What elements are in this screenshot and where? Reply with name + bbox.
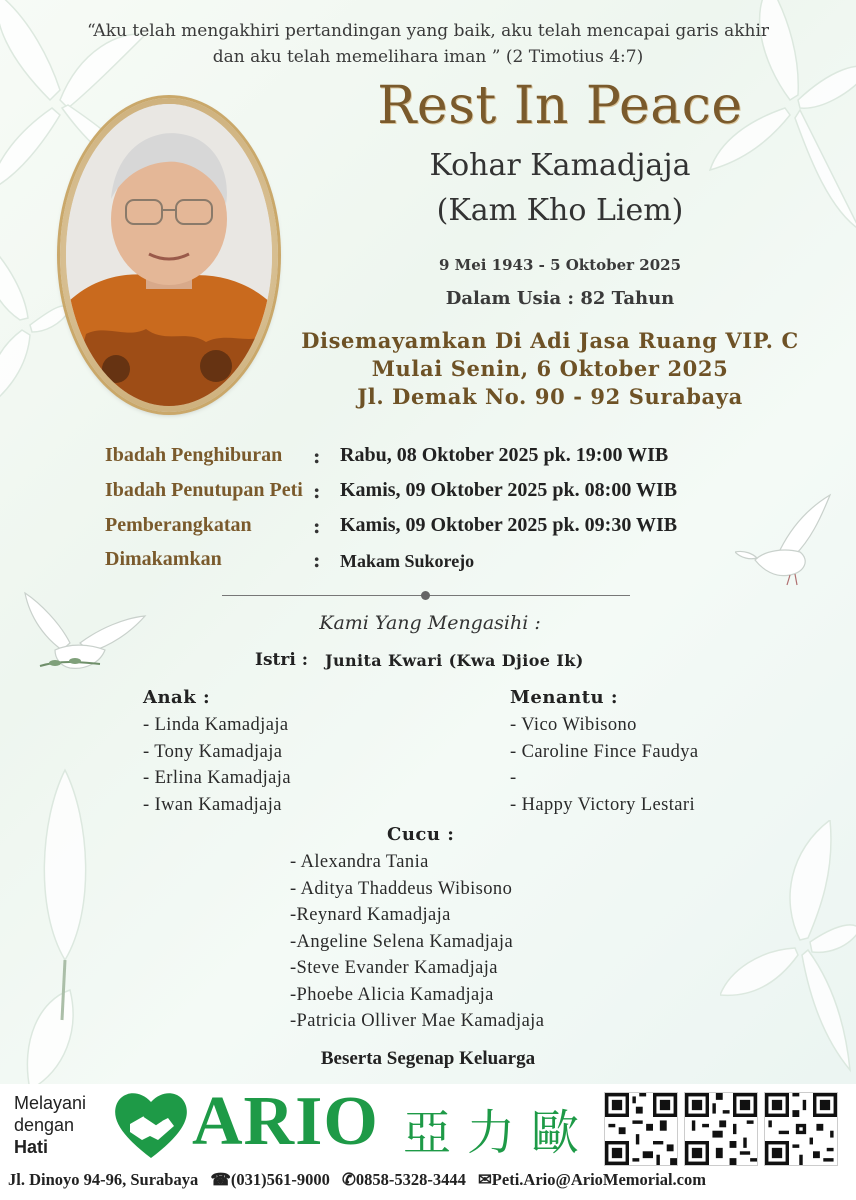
bible-quote (20, 18, 836, 70)
portrait-illustration (66, 104, 272, 406)
quote-line-1: “Aku telah mengakhiri pertandingan yang baik, aku telah mencapai garis akhir (86, 21, 770, 41)
rest-in-peace-title: Rest In Peace (377, 76, 743, 136)
footer-whatsapp[interactable]: ✆0858-5328-3444 (342, 1170, 466, 1189)
list-item: - (510, 768, 517, 788)
list-item: -Phoebe Alicia Kamadjaja (290, 984, 494, 1005)
tagline-line: dengan (14, 1115, 75, 1135)
tagline (14, 1092, 86, 1158)
list-item: - Iwan Kamadjaja (143, 794, 282, 815)
footer-banner (0, 1084, 856, 1200)
children-title: Anak : (143, 687, 211, 708)
lying-in-state-date: Mulai Senin, 6 Oktober 2025 (371, 356, 729, 381)
footer-email[interactable]: ✉Peti.Ario@ArioMemorial.com (477, 1170, 706, 1189)
list-item: - Tony Kamadjaja (143, 741, 283, 762)
footer-address: Jl. Dinoyo 94-96, Surabaya (8, 1170, 199, 1189)
deceased-name: Kohar Kamadjaja (429, 148, 691, 183)
list-item: - Erlina Kamadjaja (143, 768, 291, 788)
schedule-colon: : (313, 479, 321, 503)
grandchildren-title: Cucu : (387, 824, 455, 845)
schedule-value: Kamis, 09 Oktober 2025 pk. 09:30 WIB (340, 514, 678, 536)
in-laws-list (510, 712, 699, 818)
in-laws-title: Menantu : (510, 687, 619, 708)
brand-chinese-text: 亞力歐 (403, 1105, 596, 1161)
closing-line: Beserta Segenap Keluarga (320, 1048, 536, 1069)
list-item: - Aditya Thaddeus Wibisono (290, 878, 513, 899)
schedule-value: Makam Sukorejo (340, 551, 475, 571)
dove-icon-left (20, 588, 150, 688)
schedule-colon: : (313, 548, 321, 572)
tagline-line: Melayani (14, 1093, 87, 1113)
schedule-value: Rabu, 08 Oktober 2025 pk. 19:00 WIB (340, 444, 669, 466)
handshake-heart-logo-icon (112, 1088, 190, 1160)
schedule-colon: : (313, 514, 321, 538)
schedule-colon: : (313, 444, 321, 468)
wife-label: Istri : (255, 650, 308, 670)
deceased-alias: (Kam Kho Liem) (436, 193, 684, 228)
family-heading: Kami Yang Mengasihi : (319, 612, 541, 634)
life-dates: 9 Mei 1943 - 5 Oktober 2025 (438, 256, 682, 274)
dove-icon-right (735, 490, 835, 590)
portrait-frame (60, 98, 278, 412)
brand-logo-text: ARIO (192, 1083, 379, 1160)
list-item: -Reynard Kamadjaja (290, 905, 451, 925)
divider-ornament (421, 591, 430, 600)
qr-code-icon[interactable] (764, 1092, 838, 1166)
list-item: - Vico Wibisono (510, 715, 637, 735)
list-item: - Caroline Fince Faudya (510, 741, 699, 762)
qr-code-icon[interactable] (604, 1092, 678, 1166)
quote-line-2: dan aku telah memelihara iman ” (2 Timotius 4:7) (212, 47, 644, 67)
lying-in-state-address: Jl. Demak No. 90 - 92 Surabaya (357, 384, 743, 409)
lily-flower-bottomright (720, 820, 856, 1080)
schedule-label: Ibadah Penghiburan (105, 444, 283, 466)
portrait-photo (66, 104, 272, 406)
footer-phone[interactable]: ☎(031)561-9000 (210, 1170, 330, 1189)
schedule-value: Kamis, 09 Oktober 2025 pk. 08:00 WIB (340, 479, 678, 501)
qr-code-icon[interactable] (684, 1092, 758, 1166)
lily-bud-bottomleft (10, 760, 120, 1090)
list-item: -Angeline Selena Kamadjaja (290, 931, 514, 952)
list-item: -Patricia Olliver Mae Kamadjaja (290, 1011, 545, 1031)
age-text: Dalam Usia : 82 Tahun (445, 288, 675, 309)
list-item: - Linda Kamadjaja (143, 715, 289, 735)
list-item: - Happy Victory Lestari (510, 794, 695, 815)
lying-in-state-location: Disemayamkan Di Adi Jasa Ruang VIP. C (301, 328, 799, 353)
list-item: - Alexandra Tania (290, 852, 429, 872)
tagline-line: Hati (14, 1137, 49, 1157)
schedule-label: Pemberangkatan (105, 514, 252, 536)
list-item: -Steve Evander Kamadjaja (290, 958, 498, 978)
footer-contact-line (8, 1170, 848, 1190)
schedule-label: Dimakamkan (105, 548, 222, 570)
children-list (143, 712, 291, 818)
schedule-label: Ibadah Penutupan Peti (105, 479, 303, 501)
wife-name: Junita Kwari (Kwa Djioe Ik) (325, 651, 584, 670)
grandchildren-list (290, 849, 544, 1035)
